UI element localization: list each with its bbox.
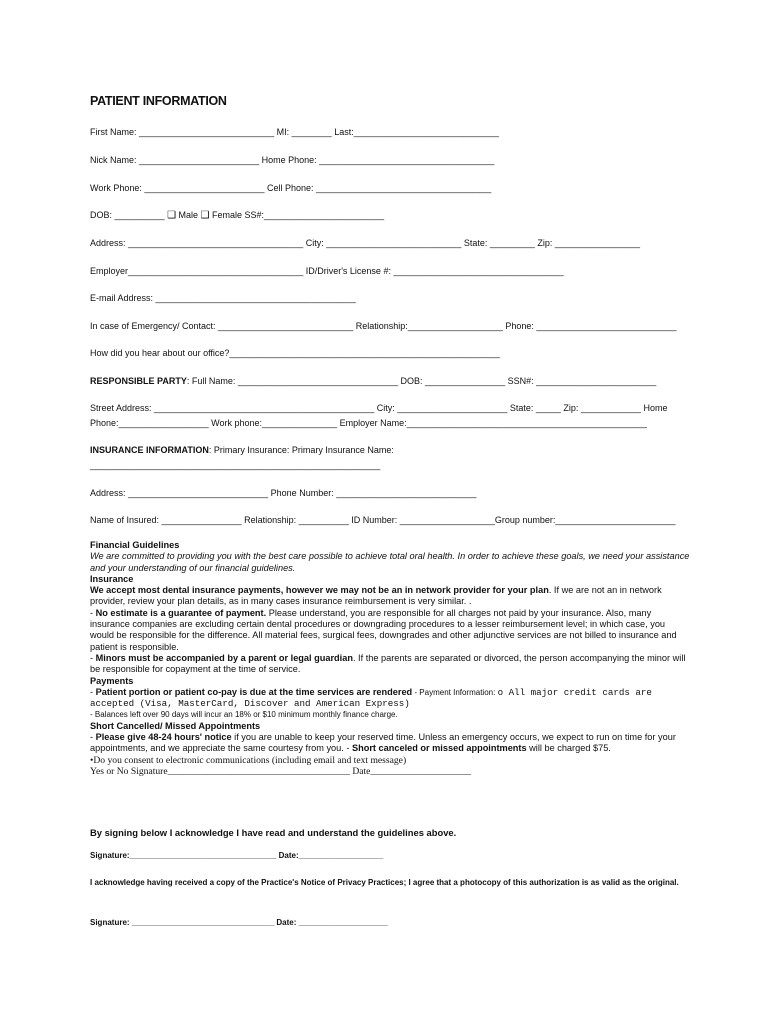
address-row[interactable]: Address: ___________________________________ City: ___________________________ State: _________ Zip: _________________ <box>90 238 641 248</box>
estimate-policy: - No estimate is a guarantee of payment. Please understand, you are responsible for all charges not paid by your insurance. Also, many insurance companies are excluding certain dental procedures or downgrading procedures to a lesser reimbursement level; in which case, you would be responsible for the difference. All material fees, surgical fees, downgrades and other adjunctive services are not billed to insurance and patient is responsible. <box>90 607 677 652</box>
financial-guidelines <box>90 540 690 777</box>
responsible-party-fields[interactable]: : Full Name: ________________________________ DOB: ________________ SSN#: ________________________ <box>186 376 657 386</box>
insured-row[interactable]: Name of Insured: ________________ Relationship: __________ ID Number: ___________________Group number:________________________ <box>90 515 676 525</box>
female-ssn-field[interactable]: Female SS#:________________________ <box>209 210 385 220</box>
employer-row[interactable]: Employer___________________________________ ID/Driver's License #: __________________________________ <box>90 266 564 276</box>
financial-intro: We are committed to providing you with the best care possible to achieve total oral health. In order to achieve these goals, we need your assistance and your understanding of our financial guidelines. <box>90 551 690 573</box>
cancel-policy: - Please give 48-24 hours' notice if you are unable to keep your reserved time. Unless an emergency occurs, we expect to run on time for your appointments, and we appreciate the same courtesy from you. - Short canceled or missed appointments will be charged $75. <box>90 732 676 754</box>
first-name-row[interactable]: First Name: ___________________________ MI: ________ Last:_____________________________ <box>90 127 499 137</box>
privacy-signature-row[interactable]: Signature: ________________________________ Date: ____________________ <box>90 918 388 927</box>
insurance-name-label: : Primary Insurance: Primary Insurance Name: <box>208 445 394 455</box>
payment-policy: - Patient portion or patient co-pay is due at the time services are rendered - Payment Information: o All major credit cards are accepted (Visa, MasterCard, Discover and American Express) <box>90 686 652 710</box>
email-row[interactable]: E-mail Address: ________________________________________ <box>90 293 356 303</box>
insurance-info-row <box>90 445 394 455</box>
finance-charge-policy: - Balances left over 90 days will incur an 18% or $10 minimum monthly finance charge. <box>90 710 398 720</box>
payments-heading: Payments <box>90 675 134 686</box>
insurance-heading: Insurance <box>90 573 134 584</box>
male-checkbox[interactable]: ❑ <box>167 210 177 221</box>
electronic-consent: •Do you consent to electronic communications (including email and text message) <box>90 754 407 766</box>
insurance-name-field[interactable]: __________________________________________________________ <box>90 460 381 470</box>
insurance-info-label: INSURANCE INFORMATION <box>90 445 209 455</box>
female-checkbox[interactable]: ❑ <box>200 210 210 221</box>
minors-policy: - Minors must be accompanied by a parent or legal guardian. If the parents are separated or divorced, the person accompanying the minor will be responsible for copayment at the time of service. <box>90 652 686 675</box>
guidelines-signature-row[interactable]: Signature:_________________________________ Date:___________________ <box>90 851 384 860</box>
street-address-row[interactable]: Street Address: ____________________________________________ City: ______________________ State: _____ Zip: ____________ Home <box>90 403 668 413</box>
insurance-policy: We accept most dental insurance payments, however we may not be an in network provider for your plan. If we are not an in network provider, review your plan details, as in many cases insurance reimbursement is very similar. . <box>90 585 662 607</box>
consent-signature-row[interactable]: Yes or No Signature______________________________________ Date_____________________ <box>90 765 472 777</box>
work-phone-row[interactable]: Work Phone: ________________________ Cell Phone: ___________________________________ <box>90 183 492 193</box>
financial-heading: Financial Guidelines <box>90 540 180 550</box>
male-label: Male <box>176 210 201 220</box>
insurance-address-row[interactable]: Address: ____________________________ Phone Number: ____________________________ <box>90 488 477 498</box>
responsible-party-label: RESPONSIBLE PARTY <box>90 376 187 386</box>
referral-row[interactable]: How did you hear about our office?______________________________________________________ <box>90 348 500 358</box>
phone-employer-row[interactable]: Phone:__________________ Work phone:_______________ Employer Name:________________________________________________ <box>90 418 647 428</box>
page-title: PATIENT INFORMATION <box>90 94 227 108</box>
dob-row <box>90 210 384 221</box>
emergency-contact-row[interactable]: In case of Emergency/ Contact: ___________________________ Relationship:___________________ Phone: ____________________________ <box>90 321 677 331</box>
nick-name-row[interactable]: Nick Name: ________________________ Home Phone: ___________________________________ <box>90 155 495 165</box>
responsible-party-row <box>90 376 656 386</box>
short-cancel-heading: Short Cancelled/ Missed Appointments <box>90 720 261 731</box>
dob-field[interactable]: DOB: __________ <box>90 210 168 220</box>
acknowledgement-text: By signing below I acknowledge I have read and understand the guidelines above. <box>90 827 457 838</box>
privacy-acknowledgement: I acknowledge having received a copy of the Practice's Notice of Privacy Practices; I agree that a photocopy of this authorization is as valid as the original. <box>90 878 679 887</box>
